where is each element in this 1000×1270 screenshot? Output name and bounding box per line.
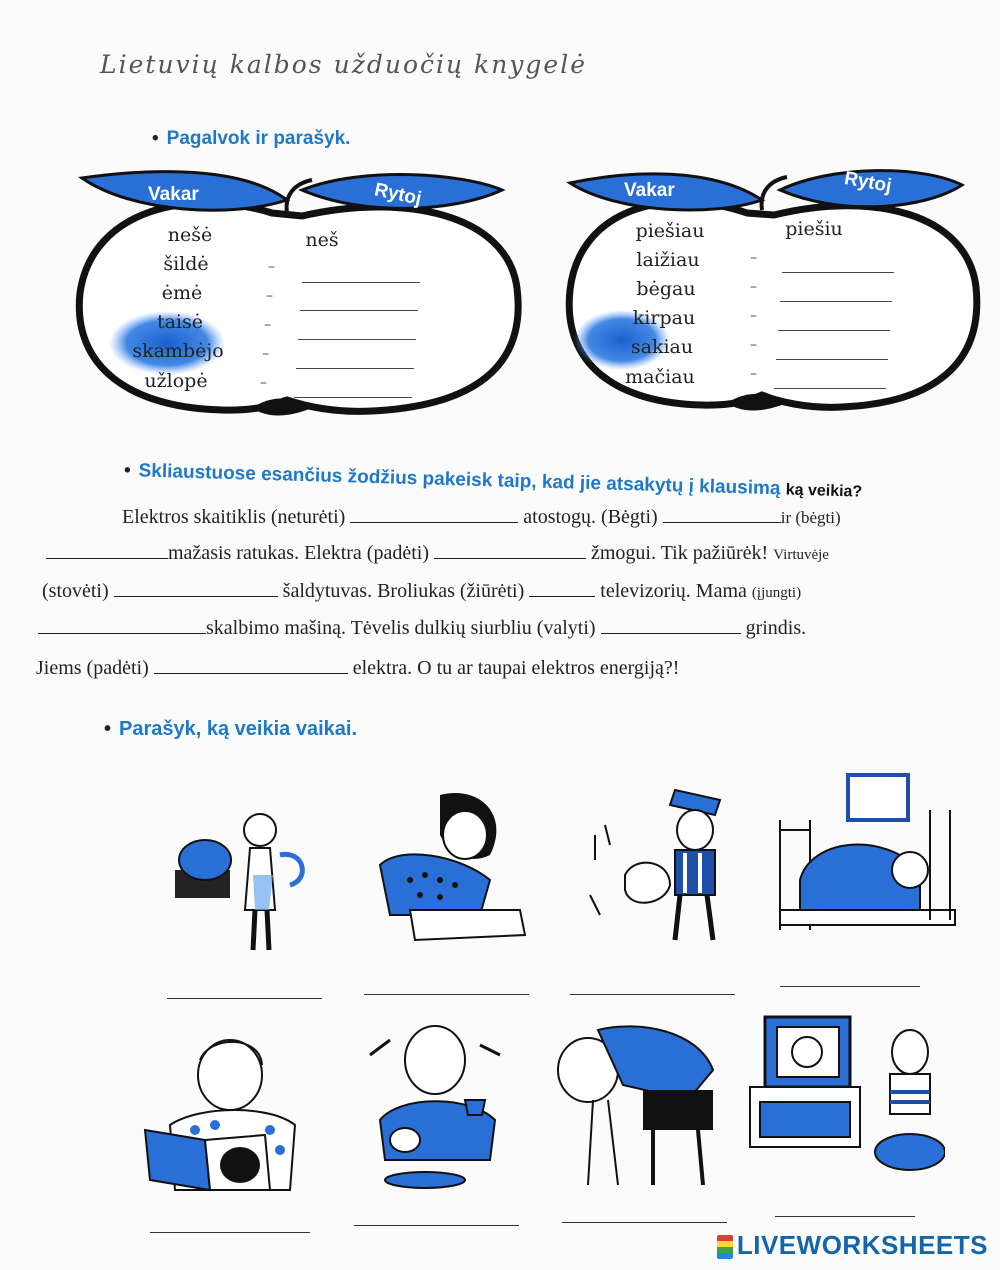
apple-right-answer-4[interactable] <box>778 330 890 331</box>
task2-blank-5[interactable] <box>114 578 278 597</box>
boy-exercising-icon <box>548 1010 728 1190</box>
apple-left-leaf-rytoj: Rytoj <box>372 179 424 210</box>
task1-title: • Pagalvok ir parašyk. <box>152 128 351 149</box>
boy-watering-plants-icon <box>575 775 740 950</box>
apple-left-word-4: taisė <box>156 311 204 333</box>
girl-reading-icon <box>140 1030 305 1195</box>
apple-left-word-6: užlopė <box>144 370 208 392</box>
task2-line-2: mažasis ratukas. Elektra (padėti) žmogui. Tik pažiūrėk! Virtuvėje <box>46 540 829 565</box>
apple-right-word-3: bėgau <box>636 278 696 300</box>
apple-right-answer-2[interactable] <box>782 272 894 273</box>
apple-right-word-1: piešiau <box>635 220 705 242</box>
task2-blank-3[interactable] <box>46 540 168 559</box>
girl-writing-icon <box>370 785 535 945</box>
task2-blank-7[interactable] <box>38 615 206 634</box>
task2-blank-9[interactable] <box>154 655 348 674</box>
apple-left-answer-1[interactable]: neš <box>305 229 339 251</box>
task2-blank-6[interactable] <box>529 578 595 597</box>
apple-right-word-5: sakiau <box>630 336 694 358</box>
task2-blank-1[interactable] <box>350 504 518 523</box>
task2-line-4: skalbimo mašiną. Tėvelis dulkių siurbliu (valyti) grindis. <box>38 615 806 640</box>
picture-answer-5[interactable] <box>150 1232 310 1233</box>
apple-right-answer-1[interactable]: piešiu <box>785 218 843 240</box>
task2-line-1: Elektros skaitiklis (neturėti) atostogų. (Bėgti) ir (bėgti) <box>122 506 841 528</box>
liveworksheets-logo: LIVEWORKSHEETS <box>717 1230 988 1261</box>
apple-right-answer-5[interactable] <box>776 359 888 360</box>
apple-right-word-4: kirpau <box>632 307 696 329</box>
child-sleeping-icon <box>770 770 960 940</box>
task2-blank-8[interactable] <box>601 615 741 634</box>
task2-blank-4[interactable] <box>434 540 586 559</box>
task2-title-question: ką veikia? <box>785 481 863 501</box>
apple-left-answer-5[interactable] <box>296 368 414 369</box>
apple-left-word-1: nešė <box>167 224 213 246</box>
picture-answer-6[interactable] <box>354 1225 519 1226</box>
apple-right-word-2: laižiau <box>636 249 700 271</box>
book-title: Lietuvių kalbos užduočių knygelė <box>100 50 588 79</box>
apple-left-answer-4[interactable] <box>298 339 416 340</box>
apple-left-word-3: ėmė <box>161 282 203 304</box>
girl-dusting-icon <box>165 800 325 965</box>
task2-line-3: (stovėti) šaldytuvas. Broliukas (žiūrėti) televizorių. Mama (įjungti) <box>42 580 802 602</box>
apple-right-answer-3[interactable] <box>780 301 892 302</box>
picture-answer-2[interactable] <box>364 994 529 995</box>
girl-eating-icon <box>360 1010 520 1190</box>
picture-answer-7[interactable] <box>562 1222 727 1223</box>
boy-watching-tv-icon <box>745 1012 945 1187</box>
apple-left-answer-3[interactable] <box>300 310 418 311</box>
apple-left-answer-2[interactable] <box>302 282 420 283</box>
apple-right-leaf-rytoj: Rytoj <box>842 168 894 197</box>
picture-answer-8[interactable] <box>775 1216 915 1217</box>
apple-right-word-6: mačiau <box>625 366 695 388</box>
apple-left-answer-6[interactable] <box>294 397 412 398</box>
apple-right-leaf-vakar: Vakar <box>624 180 675 201</box>
apple-right-answer-6[interactable] <box>774 388 886 389</box>
picture-answer-1[interactable] <box>167 998 322 999</box>
picture-answer-3[interactable] <box>570 994 735 995</box>
task2-title: • Skliaustuose esančius žodžius pakeisk taip, kad jie atsakytų į klausimą ką veikia? <box>123 460 863 501</box>
task3-title: • Parašyk, ką veikia vaikai. <box>104 718 357 740</box>
task2-blank-2[interactable] <box>663 504 781 523</box>
picture-answer-4[interactable] <box>780 986 920 987</box>
apple-left-word-5: skambėjo <box>132 340 224 362</box>
brand-badge-icon <box>717 1235 733 1259</box>
task2-line-5: Jiems (padėti) elektra. O tu ar taupai elektros energiją?! <box>36 657 680 679</box>
apple-left-word-2: šildė <box>163 253 209 275</box>
apple-left-leaf-vakar: Vakar <box>148 184 199 205</box>
